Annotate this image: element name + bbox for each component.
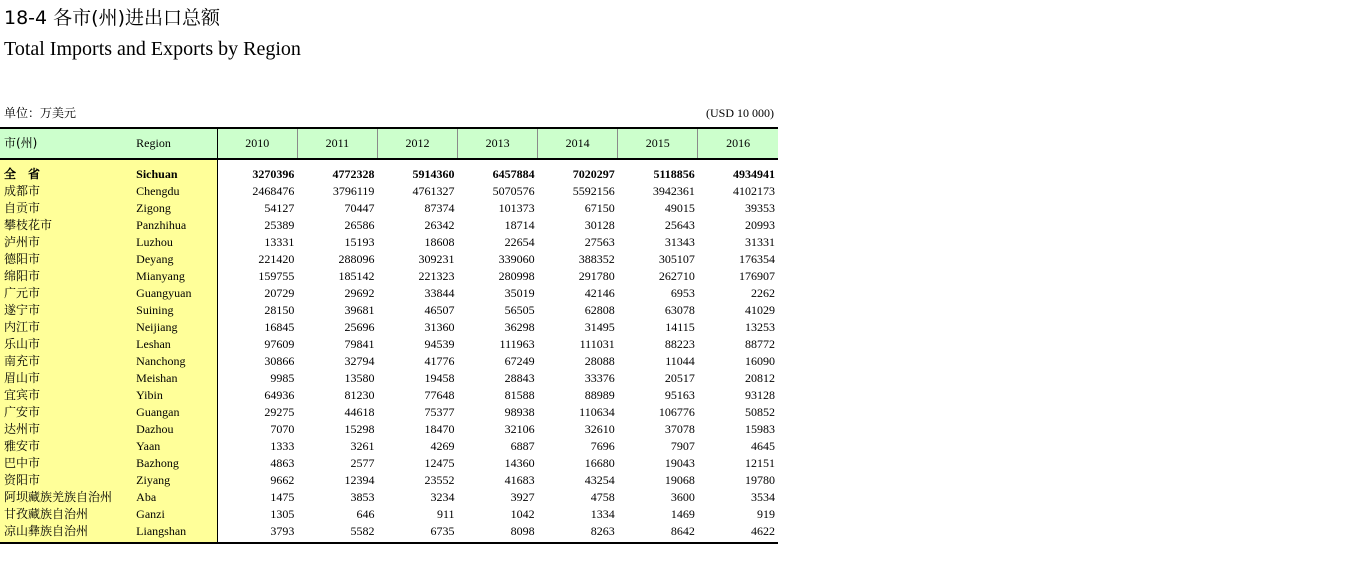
- value-cell: 176907: [739, 269, 775, 283]
- value-cell: 221323: [418, 269, 455, 283]
- value-cell: 5070576: [492, 184, 535, 198]
- value-cell: 3261: [350, 439, 375, 453]
- value-cell: 4761327: [412, 184, 455, 198]
- value-cell: 12151: [745, 456, 775, 470]
- value-cell: 42146: [584, 286, 615, 300]
- value-cell: 7696: [590, 439, 615, 453]
- value-cell: 49015: [664, 201, 695, 215]
- region-name-english: Mianyang: [133, 268, 217, 285]
- value-cell: 7907: [670, 439, 695, 453]
- value-cell: 3853: [350, 490, 375, 504]
- value-cell: 18714: [504, 218, 535, 232]
- value-cell: 30128: [584, 218, 615, 232]
- value-cell: 32106: [504, 422, 535, 436]
- value-cell: 36298: [504, 320, 535, 334]
- value-cell: 29692: [344, 286, 375, 300]
- table-row: [0, 217, 778, 234]
- value-cell: 88989: [584, 388, 615, 402]
- value-cell: 5914360: [412, 167, 455, 181]
- value-cell: 46507: [424, 303, 455, 317]
- value-cell: 176354: [739, 252, 775, 266]
- value-cell: 20812: [745, 371, 775, 385]
- value-cell: 93128: [745, 388, 775, 402]
- value-cell: 1305: [270, 507, 295, 521]
- region-name-english: Ziyang: [133, 472, 217, 489]
- table-row: [0, 200, 778, 217]
- value-cell: 16845: [264, 320, 295, 334]
- region-name-english: Neijiang: [133, 319, 217, 336]
- value-cell: 31343: [664, 235, 695, 249]
- region-name-chinese: 阿坝藏族羌族自治州: [0, 489, 133, 506]
- table-row: [0, 370, 778, 387]
- value-cell: 1333: [270, 439, 295, 453]
- region-name-english: Chengdu: [133, 183, 217, 200]
- table-row: [0, 268, 778, 285]
- value-cell: 911: [436, 507, 455, 521]
- value-cell: 305107: [658, 252, 695, 266]
- value-cell: 43254: [584, 473, 615, 487]
- value-cell: 291780: [578, 269, 615, 283]
- region-name-chinese: 遂宁市: [0, 302, 133, 319]
- value-cell: 8263: [538, 523, 618, 543]
- value-cell: 41776: [424, 354, 455, 368]
- value-cell: 15193: [344, 235, 375, 249]
- value-cell: 18608: [424, 235, 455, 249]
- value-cell: 7020297: [572, 167, 615, 181]
- region-name-english: Bazhong: [133, 455, 217, 472]
- region-name-english: Aba: [133, 489, 217, 506]
- value-cell: 6887: [510, 439, 535, 453]
- table-row: [0, 183, 778, 200]
- value-cell: 41029: [745, 303, 775, 317]
- region-name-chinese: 宜宾市: [0, 387, 133, 404]
- table-row: [0, 421, 778, 438]
- value-cell: 19068: [664, 473, 695, 487]
- value-cell: 1334: [590, 507, 615, 521]
- table-row: [0, 387, 778, 404]
- region-name-english: Deyang: [133, 251, 217, 268]
- region-name-chinese: 眉山市: [0, 370, 133, 387]
- header-year: 2016: [698, 128, 778, 159]
- value-cell: 23552: [424, 473, 455, 487]
- region-name-english: Panzhihua: [133, 217, 217, 234]
- value-cell: 37078: [664, 422, 695, 436]
- value-cell: 39353: [745, 201, 775, 215]
- value-cell: 25389: [264, 218, 295, 232]
- table-row: [0, 319, 778, 336]
- value-cell: 50852: [745, 405, 775, 419]
- value-cell: 81588: [504, 388, 535, 402]
- value-cell: 18470: [424, 422, 455, 436]
- value-cell: 25643: [664, 218, 695, 232]
- value-cell: 97609: [264, 337, 295, 351]
- table-row: [0, 455, 778, 472]
- value-cell: 9662: [270, 473, 295, 487]
- value-cell: 6953: [670, 286, 695, 300]
- value-cell: 4622: [698, 523, 778, 543]
- region-name-chinese: 资阳市: [0, 472, 133, 489]
- region-name-chinese: 全 省: [0, 166, 133, 183]
- region-name-chinese: 绵阳市: [0, 268, 133, 285]
- value-cell: 31495: [584, 320, 615, 334]
- region-name-english: Luzhou: [133, 234, 217, 251]
- value-cell: 27563: [584, 235, 615, 249]
- value-cell: 67249: [504, 354, 535, 368]
- value-cell: 16680: [584, 456, 615, 470]
- header-region-english: Region: [133, 128, 217, 159]
- value-cell: 221420: [258, 252, 295, 266]
- region-name-chinese: 甘孜藏族自治州: [0, 506, 133, 523]
- region-name-chinese: 广安市: [0, 404, 133, 421]
- table-row: [0, 234, 778, 251]
- value-cell: 33376: [584, 371, 615, 385]
- table-row: [0, 353, 778, 370]
- table-row: [0, 302, 778, 319]
- value-cell: 29275: [264, 405, 295, 419]
- value-cell: 33844: [424, 286, 455, 300]
- value-cell: 15298: [344, 422, 375, 436]
- value-cell: 3534: [751, 490, 775, 504]
- region-name-chinese: 凉山彝族自治州: [0, 523, 133, 543]
- value-cell: 28150: [264, 303, 295, 317]
- value-cell: 64936: [264, 388, 295, 402]
- value-cell: 56505: [504, 303, 535, 317]
- value-cell: 288096: [338, 252, 375, 266]
- value-cell: 20993: [745, 218, 775, 232]
- region-name-english: Liangshan: [133, 523, 217, 543]
- region-name-chinese: 乐山市: [0, 336, 133, 353]
- value-cell: 54127: [264, 201, 295, 215]
- region-name-english: Suining: [133, 302, 217, 319]
- region-name-english: Meishan: [133, 370, 217, 387]
- value-cell: 4772328: [332, 167, 375, 181]
- region-name-chinese: 雅安市: [0, 438, 133, 455]
- value-cell: 13580: [344, 371, 375, 385]
- value-cell: 3234: [430, 490, 455, 504]
- value-cell: 25696: [344, 320, 375, 334]
- value-cell: 75377: [424, 405, 455, 419]
- region-name-english: Zigong: [133, 200, 217, 217]
- value-cell: 2262: [751, 286, 775, 300]
- value-cell: 185142: [338, 269, 375, 283]
- value-cell: 1469: [670, 507, 695, 521]
- value-cell: 94539: [424, 337, 455, 351]
- table-row: [0, 489, 778, 506]
- value-cell: 1475: [270, 490, 295, 504]
- region-name-chinese: 成都市: [0, 183, 133, 200]
- value-cell: 646: [356, 507, 375, 521]
- value-cell: 12394: [344, 473, 375, 487]
- table-row: [0, 506, 778, 523]
- value-cell: 4102173: [733, 184, 775, 198]
- region-name-english: Dazhou: [133, 421, 217, 438]
- region-name-chinese: 攀枝花市: [0, 217, 133, 234]
- value-cell: 28088: [584, 354, 615, 368]
- value-cell: 39681: [344, 303, 375, 317]
- value-cell: 26342: [424, 218, 455, 232]
- value-cell: 31360: [424, 320, 455, 334]
- header-year: 2011: [297, 128, 377, 159]
- value-cell: 13253: [745, 320, 775, 334]
- value-cell: 159755: [258, 269, 295, 283]
- value-cell: 4645: [751, 439, 775, 453]
- region-name-chinese: 达州市: [0, 421, 133, 438]
- value-cell: 8642: [618, 523, 698, 543]
- value-cell: 70447: [344, 201, 375, 215]
- header-year: 2015: [618, 128, 698, 159]
- table-row-total: [0, 166, 778, 183]
- value-cell: 16090: [745, 354, 775, 368]
- value-cell: 6735: [377, 523, 457, 543]
- value-cell: 14115: [665, 320, 695, 334]
- header-year: 2014: [538, 128, 618, 159]
- value-cell: 2577: [350, 456, 375, 470]
- table-row: [0, 523, 778, 543]
- region-name-english: Leshan: [133, 336, 217, 353]
- value-cell: 111963: [499, 337, 535, 351]
- value-cell: 4269: [430, 439, 455, 453]
- value-cell: 22654: [504, 235, 535, 249]
- value-cell: 280998: [498, 269, 535, 283]
- value-cell: 3270396: [252, 167, 295, 181]
- value-cell: 1042: [510, 507, 535, 521]
- table-row: [0, 404, 778, 421]
- table-row: [0, 285, 778, 302]
- value-cell: 262710: [658, 269, 695, 283]
- value-cell: 3796119: [332, 184, 375, 198]
- value-cell: 11044: [665, 354, 695, 368]
- value-cell: 19043: [664, 456, 695, 470]
- value-cell: 3600: [670, 490, 695, 504]
- region-name-english: Guangyuan: [133, 285, 217, 302]
- value-cell: 98938: [504, 405, 535, 419]
- value-cell: 20729: [264, 286, 295, 300]
- header-region-chinese: 市(州): [0, 128, 133, 159]
- value-cell: 26586: [344, 218, 375, 232]
- unit-label-chinese: 单位：万美元: [4, 106, 77, 120]
- region-name-english: Yibin: [133, 387, 217, 404]
- value-cell: 101373: [498, 201, 535, 215]
- region-name-chinese: 南充市: [0, 353, 133, 370]
- value-cell: 63078: [664, 303, 695, 317]
- region-name-chinese: 德阳市: [0, 251, 133, 268]
- value-cell: 3793: [217, 523, 297, 543]
- region-name-english: Guangan: [133, 404, 217, 421]
- region-name-chinese: 自贡市: [0, 200, 133, 217]
- value-cell: 62808: [584, 303, 615, 317]
- value-cell: 309231: [418, 252, 455, 266]
- value-cell: 30866: [264, 354, 295, 368]
- value-cell: 31331: [745, 235, 775, 249]
- value-cell: 2468476: [252, 184, 295, 198]
- region-name-chinese: 巴中市: [0, 455, 133, 472]
- table-header-row: [0, 128, 778, 159]
- value-cell: 6457884: [492, 167, 535, 181]
- value-cell: 7070: [270, 422, 295, 436]
- value-cell: 5118856: [653, 167, 695, 181]
- value-cell: 13331: [264, 235, 295, 249]
- value-cell: 14360: [504, 456, 535, 470]
- value-cell: 44618: [344, 405, 375, 419]
- value-cell: 81230: [344, 388, 375, 402]
- value-cell: 111031: [579, 337, 615, 351]
- value-cell: 41683: [504, 473, 535, 487]
- spacer-row: [0, 159, 778, 166]
- value-cell: 95163: [664, 388, 695, 402]
- value-cell: 339060: [498, 252, 535, 266]
- header-year: 2010: [217, 128, 297, 159]
- region-name-chinese: 广元市: [0, 285, 133, 302]
- value-cell: 20517: [664, 371, 695, 385]
- value-cell: 5582: [297, 523, 377, 543]
- value-cell: 9985: [270, 371, 295, 385]
- value-cell: 28843: [504, 371, 535, 385]
- table-row: [0, 438, 778, 455]
- value-cell: 919: [757, 507, 775, 521]
- region-name-chinese: 内江市: [0, 319, 133, 336]
- value-cell: 15983: [745, 422, 775, 436]
- value-cell: 4758: [590, 490, 615, 504]
- value-cell: 88772: [745, 337, 775, 351]
- table-body: [0, 159, 778, 543]
- value-cell: 12475: [424, 456, 455, 470]
- region-name-chinese: 泸州市: [0, 234, 133, 251]
- region-name-english: Sichuan: [133, 166, 217, 183]
- table-row: [0, 251, 778, 268]
- value-cell: 35019: [504, 286, 535, 300]
- value-cell: 110634: [579, 405, 615, 419]
- value-cell: 3942361: [652, 184, 695, 198]
- value-cell: 8098: [458, 523, 538, 543]
- region-name-english: Ganzi: [133, 506, 217, 523]
- value-cell: 32610: [584, 422, 615, 436]
- value-cell: 77648: [424, 388, 455, 402]
- value-cell: 32794: [344, 354, 375, 368]
- value-cell: 3927: [510, 490, 535, 504]
- table-row: [0, 336, 778, 353]
- value-cell: 67150: [584, 201, 615, 215]
- value-cell: 79841: [344, 337, 375, 351]
- unit-label-english: (USD 10 000): [706, 106, 774, 120]
- region-name-english: Yaan: [133, 438, 217, 455]
- header-year: 2012: [377, 128, 457, 159]
- imports-exports-table: [0, 127, 778, 544]
- region-name-english: Nanchong: [133, 353, 217, 370]
- value-cell: 388352: [578, 252, 615, 266]
- table-row: [0, 472, 778, 489]
- header-year: 2013: [458, 128, 538, 159]
- table-title-english: Total Imports and Exports by Region: [4, 38, 301, 60]
- value-cell: 4934941: [733, 167, 775, 181]
- table-title-chinese: 18-4 各市(州)进出口总额: [4, 7, 220, 29]
- value-cell: 106776: [658, 405, 695, 419]
- value-cell: 87374: [424, 201, 455, 215]
- value-cell: 5592156: [572, 184, 615, 198]
- value-cell: 19780: [745, 473, 775, 487]
- value-cell: 19458: [424, 371, 455, 385]
- value-cell: 88223: [664, 337, 695, 351]
- value-cell: 4863: [270, 456, 295, 470]
